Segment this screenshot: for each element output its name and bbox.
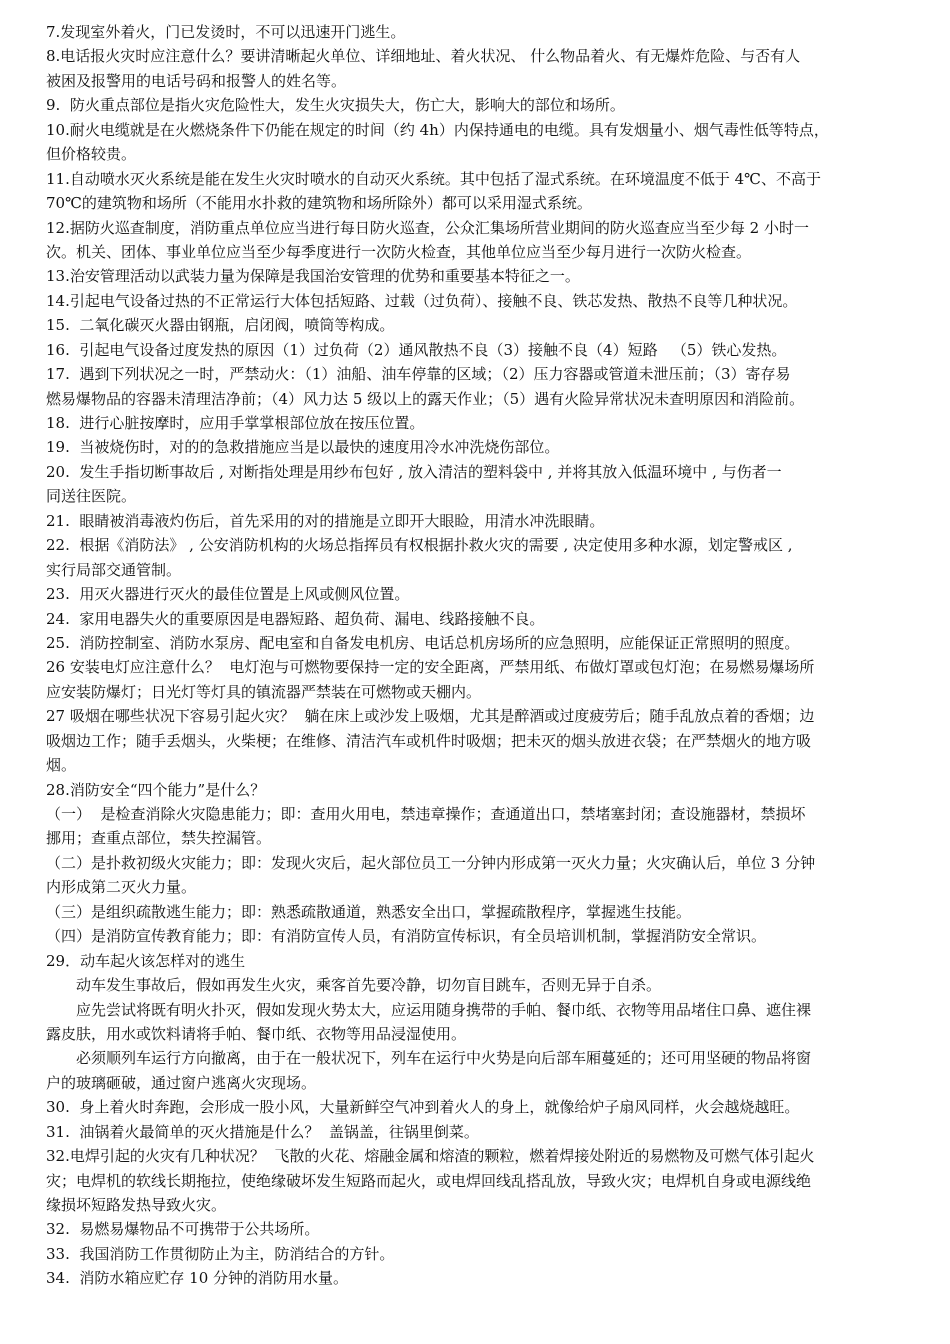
- text-line: （三）是组织疏散逃生能力；即：熟悉疏散通道，熟悉安全出口，掌握疏散程序，掌握逃生技能。: [46, 902, 692, 921]
- text-line: （二）是扑救初级火灾能力；即：发现火灾后，起火部位员工一分钟内形成第一灭火力量；火灾确认后，单位 3 分钟: [46, 853, 816, 872]
- text-line: 31. 油锅着火最简单的灭火措施是什么？ 盖锅盖，往锅里倒菜。: [46, 1122, 479, 1141]
- text-line: 11.自动喷水灭火系统是能在发生火灾时喷水的自动灭火系统。其中包括了湿式系统。在环境温度不低于 4℃、不高于: [46, 169, 821, 188]
- text-line: 20. 发生手指切断事故后 , 对断指处理是用纱布包好 , 放入清洁的塑料袋中 , 并将其放入低温环境中 , 与伤者一: [46, 462, 782, 481]
- text-line: 应先尝试将既有明火扑灭，假如发现火势太大，应运用随身携带的手帕、餐巾纸、衣物等用品堵住口鼻、遮住裸: [76, 1000, 812, 1019]
- text-line: 内形成第二灭火力量。: [46, 878, 197, 897]
- text-line: 8.电话报火灾时应注意什么？要讲清晰起火单位、详细地址、着火状况、 什么物品着火、有无爆炸危险、与否有人: [46, 47, 801, 66]
- text-line: 动车发生事故后，假如再发生火灾，乘客首先要冷静，切勿盲目跳车，否则无异于自杀。: [76, 976, 662, 995]
- text-line: 25. 消防控制室、消防水泵房、配电室和自备发电机房、电话总机房场所的应急照明，应能保证正常照明的照度。: [46, 633, 800, 652]
- text-line: 33. 我国消防工作贯彻防止为主，防消结合的方针。: [46, 1244, 395, 1263]
- text-line: 10.耐火电缆就是在火燃烧条件下仍能在规定的时间（约 4h）内保持通电的电缆。具有发烟量小、烟气毒性低等特点，: [46, 120, 829, 139]
- text-line: 燃易爆物品的容器未清理洁净前；（4）风力达 5 级以上的露天作业；（5）遇有火险异常状况未查明原因和消险前。: [46, 389, 805, 408]
- text-line: 19. 当被烧伤时，对的的急救措施应当是以最快的速度用冷水冲洗烧伤部位。: [46, 438, 560, 457]
- text-line: 32. 易燃易爆物品不可携带于公共场所。: [46, 1220, 320, 1239]
- text-line: 被困及报警用的电话号码和报警人的姓名等。: [46, 71, 347, 90]
- text-line: 同送往医院。: [46, 487, 137, 506]
- text-line: 9. 防火重点部位是指火灾危险性大，发生火灾损失大，伤亡大，影响大的部位和场所。: [46, 96, 625, 115]
- text-line: 29．动车起火该怎样对的逃生: [46, 951, 246, 970]
- text-line: 但价格较贵。: [46, 145, 137, 164]
- text-line: 应安装防爆灯；日光灯等灯具的镇流器严禁装在可燃物或天棚内。: [46, 682, 482, 701]
- text-line: 34. 消防水箱应贮存 10 分钟的消防用水量。: [46, 1269, 349, 1288]
- text-line: 22. 根据《消防法》 , 公安消防机构的火场总指挥员有权根据扑救火灾的需要 , 决定使用多种水源，划定警戒区 ,: [46, 536, 793, 555]
- text-line: 烟。: [46, 756, 77, 775]
- text-line: 灾；电焊机的软线长期拖拉，使绝缘破坏发生短路而起火，或电焊回线乱搭乱放，导致火灾；电焊机自身或电源线绝: [46, 1171, 812, 1190]
- text-line: 7.发现室外着火，门已发烫时，不可以迅速开门逃生。: [46, 23, 406, 41]
- text-line: 70℃的建筑物和场所（不能用水扑救的建筑物和场所除外）都可以采用湿式系统。: [46, 194, 592, 213]
- text-line: 14.引起电气设备过热的不正常运行大体包括短路、过载（过负荷）、接触不良、铁芯发热、散热不良等几种状况。: [46, 291, 798, 310]
- text-line: 必须顺列车运行方向撤离，由于在一般状况下，列车在运行中火势是向后部车厢蔓延的；还可用坚硬的物品将窗: [76, 1049, 812, 1068]
- text-line: 吸烟边工作；随手丢烟头，火柴梗；在维修、清洁汽车或机件时吸烟；把未灭的烟头放进衣袋；在严禁烟火的地方吸: [46, 731, 812, 750]
- text-line: 32.电焊引起的火灾有几种状况？ 飞散的火花、熔融金属和熔渣的颗粒，燃着焊接处附近的易燃物及可燃气体引起火: [46, 1147, 815, 1166]
- text-line: 16. 引起电气设备过度发热的原因（1）过负荷（2）通风散热不良（3）接触不良（4）短路 （5）铁心发热。: [46, 340, 787, 359]
- text-line: 实行局部交通管制。: [46, 560, 182, 579]
- text-line: 次。机关、团体、事业单位应当至少每季度进行一次防火检查，其他单位应当至少每月进行一次防火检查。: [46, 242, 752, 261]
- text-line: 15. 二氧化碳灭火器由钢瓶，启闭阀，喷筒等构成。: [46, 316, 395, 335]
- text-line: 户的玻璃砸破，通过窗户逃离火灾现场。: [46, 1073, 317, 1092]
- text-line: 13.治安管理活动以武装力量为保障是我国治安管理的优势和重要基本特征之一。: [46, 267, 580, 286]
- text-line: 17. 遇到下列状况之一时，严禁动火：（1）油船、油车停靠的区域；（2）压力容器或管道未泄压前；（3）寄存易: [46, 365, 791, 384]
- text-line: 27 吸烟在哪些状况下容易引起火灾？ 躺在床上或沙发上吸烟，尤其是醉酒或过度疲劳后；随手乱放点着的香烟；边: [46, 707, 815, 726]
- text-line: 30. 身上着火时奔跑，会形成一股小风，大量新鲜空气冲到着火人的身上，就像给炉子扇风同样，火会越烧越旺。: [46, 1098, 800, 1117]
- document-page: [46, 20, 912, 1291]
- text-line: 23. 用灭火器进行灭火的最佳位置是上风或侧风位置。: [46, 585, 410, 604]
- text-line: 12.据防火巡查制度，消防重点单位应当进行每日防火巡查，公众汇集场所营业期间的防火巡查应当至少每 2 小时一: [46, 218, 809, 237]
- text-line: （一） 是检查消除火灾隐患能力；即：查用火用电，禁违章操作；查通道出口，禁堵塞封闭；查设施器材，禁损坏: [46, 805, 806, 823]
- text-line: 24. 家用电器失火的重要原因是电器短路、超负荷、漏电、线路接触不良。: [46, 609, 545, 628]
- text-line: 露皮肤，用水或饮料请将手帕、餐巾纸、衣物等用品浸湿使用。: [46, 1024, 467, 1043]
- text-line: 18. 进行心脏按摩时，应用手掌掌根部位放在按压位置。: [46, 414, 425, 432]
- text-line: （四）是消防宣传教育能力；即：有消防宣传人员，有消防宣传标识，有全员培训机制，掌握消防安全常识。: [46, 927, 767, 946]
- text-line: 缘损坏短路发热导致火灾。: [46, 1196, 227, 1214]
- text-line: 挪用；查重点部位，禁失控漏管。: [46, 829, 272, 848]
- text-line: 26 安装电灯应注意什么？ 电灯泡与可燃物要保持一定的安全距离，严禁用纸、布做灯罩或包灯泡；在易燃易爆场所: [46, 658, 815, 677]
- text-line: 28.消防安全“四个能力”是什么？: [46, 780, 266, 799]
- text-line: 21. 眼睛被消毒液灼伤后，首先采用的对的措施是立即开大眼睑，用清水冲洗眼睛。: [46, 511, 605, 530]
